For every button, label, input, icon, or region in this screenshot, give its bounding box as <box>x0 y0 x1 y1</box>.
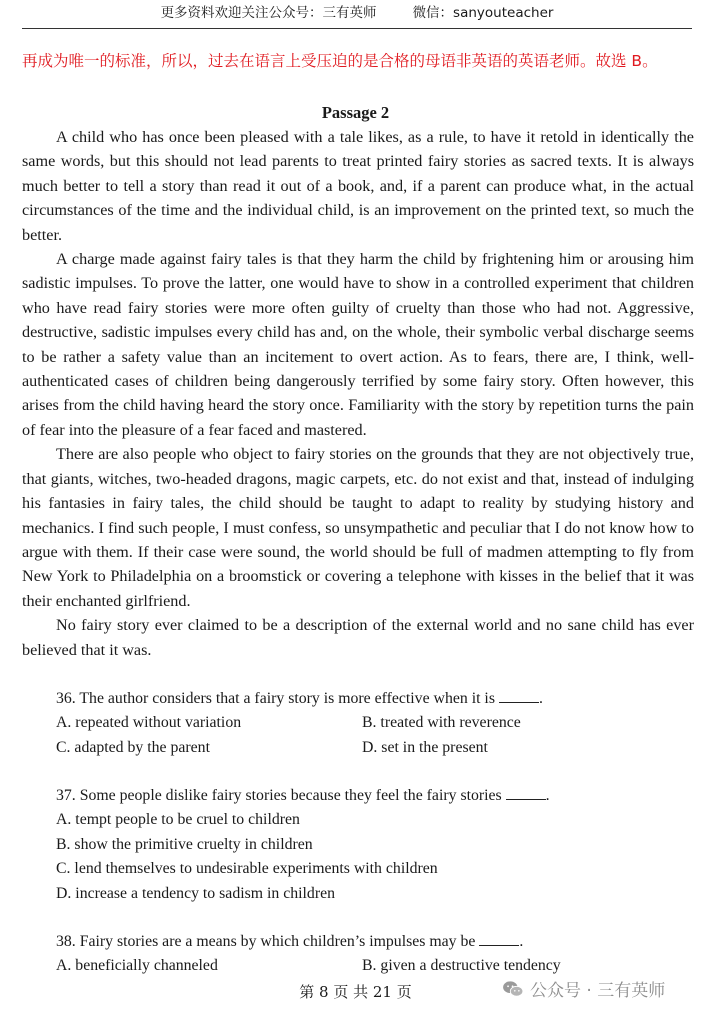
passage-paragraph: A child who has once been pleased with a tale likes, as a rule, to have it retold in identically the same words, but this should not lead parents to treat printed fairy stories as sacred texts. It is always much better to tell a story than read it out of a book, and, if a parent can produce what, in the actual circumstances of the time and the individual child, is an improvement on the printed text, so much the better. <box>22 128 694 244</box>
passage-body <box>22 125 694 662</box>
question-38: 38. Fairy stories are a means by which children’s impulses may be . A. beneficially channeled B. given a destructive tendency <box>56 930 696 979</box>
wechat-icon <box>502 980 524 998</box>
header-right-text: 微信：sanyouteacher <box>412 5 554 21</box>
answer-explanation: 再成为唯一的标准，所以，过去在语言上受压迫的是合格的母语非英语的英语老师。故选 B。 <box>22 52 658 70</box>
answer-blank <box>479 931 519 946</box>
option-c: C. lend themselves to undesirable experiments with children <box>56 860 438 878</box>
option-c: C. adapted by the parent <box>56 738 210 756</box>
option-a: A. tempt people to be cruel to children <box>56 811 300 829</box>
passage-title: Passage 2 <box>321 103 390 122</box>
watermark-text: 公众号 · 三有英师 <box>530 981 666 1001</box>
option-a: A. beneficially channeled <box>56 957 218 975</box>
passage-paragraph: A charge made against fairy tales is that they harm the child by frightening him or arousing him sadistic impulses. To prove the latter, one would have to show in a controlled experiment that children who have read fairy stories were more often guilty of cruelty than those who had not. Aggressive, destructive, sadistic impulses every child has and, on the whole, their symbolic verbal discharge seems to be rather a safety value than an incitement to overt action. As to fears, there are, I think, well-authenticated cases of children being dangerously terrified by some fairy story. Often however, this arises from the child having heard the story once. Familiarity with the story by repetition turns the pain of fear into the pleasure of a fear faced and mastered. <box>22 250 694 439</box>
passage-paragraph: There are also people who object to fairy stories on the grounds that they are not objectively true, that giants, witches, two-headed dragons, magic carpets, etc. do not exist and that, instead of indulging his fantasies in fairy tales, the child should be taught to adapt to reality by studying history and mechanics. I find such people, I must confess, so unsympathetic and peculiar that I do not know how to argue with them. If their case were sound, the world should be full of madmen attempting to fly from New York to Philadelphia on a broomstick or covering a telephone with kisses in the belief that it was their enchanted girlfriend. <box>22 445 694 610</box>
passage-paragraph: No fairy story ever claimed to be a description of the external world and no sane child has ever believed that it was. <box>22 616 694 659</box>
option-d: D. increase a tendency to sadism in children <box>56 884 335 902</box>
option-d: D. set in the present <box>362 738 488 756</box>
option-b: B. show the primitive cruelty in children <box>56 835 313 853</box>
watermark <box>502 976 665 1001</box>
page-number: 第 8 页 共 21 页 <box>299 983 412 1001</box>
option-b: B. treated with reverence <box>362 714 521 732</box>
question-36: 36. The author considers that a fairy story is more effective when it is . A. repeated without variation B. treated with reverence C. adapted by the parent D. set in the present <box>56 687 696 760</box>
question-37: 37. Some people dislike fairy stories because they feel the fairy stories . A. tempt people to be cruel to children B. show the primitive cruelty in children C. lend themselves to undesirable experiments with children D. increase a tendency to sadism in children <box>56 784 696 906</box>
question-stem: 37. Some people dislike fairy stories because they feel the fairy stories <box>56 787 502 804</box>
option-a: A. repeated without variation <box>56 714 242 732</box>
answer-blank <box>499 688 539 703</box>
question-stem: 38. Fairy stories are a means by which children’s impulses may be <box>56 933 476 950</box>
page-header <box>22 0 692 29</box>
header-left-text: 更多资料欢迎关注公众号：三有英师 <box>160 5 377 21</box>
question-stem: 36. The author considers that a fairy story is more effective when it is <box>56 690 495 707</box>
option-b: B. given a destructive tendency <box>362 957 561 975</box>
answer-blank <box>506 785 546 800</box>
